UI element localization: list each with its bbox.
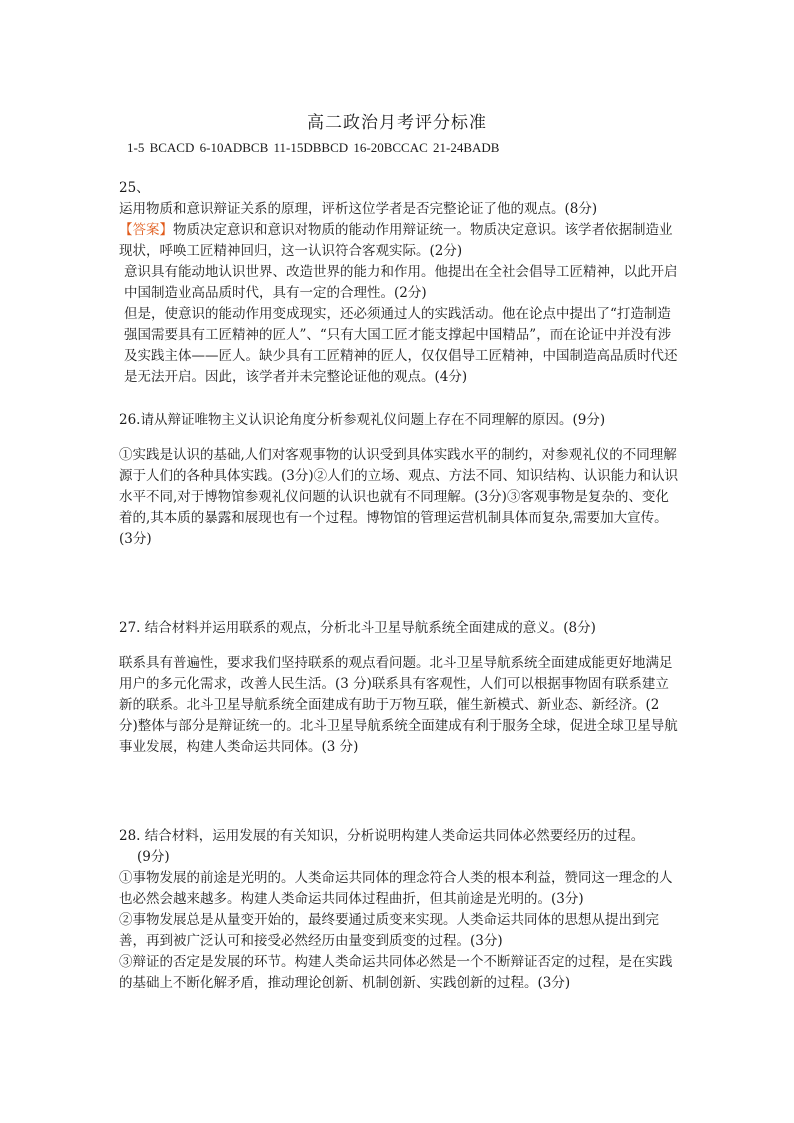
- q28-question: 28. 结合材料，运用发展的有关知识，分析说明构建人类命运共同体必然要经历的过程。: [119, 828, 645, 844]
- q25-answer-p2: 意识具有能动地认识世界、改造世界的能力和作用。他提出在全社会倡导工匠精神，以此开启中国制造业高品质时代，具有一定的合理性。(2分): [124, 264, 678, 301]
- question-28: [119, 826, 679, 994]
- q25-answer-p1: [119, 220, 679, 262]
- answer-tag: 【答案】: [119, 222, 173, 238]
- q25-number: 25、: [119, 180, 150, 196]
- question-27: [119, 618, 679, 758]
- page-title: 高二政治月考评分标准: [307, 113, 487, 133]
- question-26: [119, 410, 679, 550]
- q26-question: 26.请从辩证唯物主义认识论角度分析参观礼仪问题上存在不同理解的原因。(9分): [119, 412, 606, 428]
- q27-question: 27. 结合材料并运用联系的观点，分析北斗卫星导航系统全面建成的意义。(8分): [119, 620, 596, 636]
- answer-key: 1-5 BCACD 6-10ADBCB 11-15DBBCD 16-20BCCAC 21-24BADB: [127, 140, 500, 155]
- q25-question: 运用物质和意识辩证关系的原理，评析这位学者是否完整论证了他的观点。(8分): [119, 201, 598, 217]
- question-25: [119, 178, 679, 388]
- q28-answer-3: ③辩证的否定是发展的环节。构建人类命运共同体必然是一个不断辩证否定的过程，是在实践的基础上不断化解矛盾，推动理论创新、机制创新、实践创新的过程。(3分): [119, 954, 673, 991]
- q28-answer-1: ①事物发展的前途是光明的。人类命运共同体的理念符合人类的根本利益，赞同这一理念的人也必然会越来越多。构建人类命运共同体过程曲折，但其前途是光明的。(3分): [119, 870, 673, 907]
- q25-answer-text1: 物质决定意识和意识对物质的能动作用辩证统一。物质决定意识。该学者依据制造业现状，呼唤工匠精神回归，这一认识符合客观实际。(2分): [119, 222, 673, 259]
- q27-answer: 联系具有普遍性，要求我们坚持联系的观点看问题。北斗卫星导航系统全面建成能更好地满足用户的多元化需求，改善人民生活。(3 分)联系具有客观性，人们可以根据事物固有联系建立新的联系。北斗卫星导航系统全面建成有助于万物互联，催生新模式、新业态、新经济。(2 分)整体与部分是辩证统一的。北斗卫星导航系统全面建成有利于服务全球，促进全球卫星导航事业发展，构建人类命运共同体。(3 分): [119, 655, 678, 755]
- q28-answer-2: ②事物发展总是从量变开始的，最终要通过质变来实现。人类命运共同体的思想从提出到完善，再到被广泛认可和接受必然经历由量变到质变的过程。(3分): [119, 912, 659, 949]
- q25-answer-p3: 但是，使意识的能动作用变成现实，还必须通过人的实践活动。他在论点中提出了“打造制造强国需要具有工匠精神的匠人”、“只有大国工匠才能支撑起中国精品”，而在论证中并没有涉及实践主体——匠人。缺少具有工匠精神的匠人，仅仅倡导工匠精神，中国制造高品质时代还是无法开启。因此，该学者并未完整论证他的观点。(4分): [124, 306, 678, 385]
- q28-score: (9分): [137, 849, 170, 865]
- q26-answer: ①实践是认识的基础,人们对客观事物的认识受到具体实践水平的制约，对参观礼仪的不同理解源于人们的各种具体实践。(3分)②人们的立场、观点、方法不同、知识结构、认识能力和认识水平不同,对于博物馆参观礼仪问题的认识也就有不同理解。(3分)③客观事物是复杂的、变化着的,其本质的暴露和展现也有一个过程。博物馆的管理运营机制具体而复杂,需要加大宣传。(3分): [119, 447, 679, 547]
